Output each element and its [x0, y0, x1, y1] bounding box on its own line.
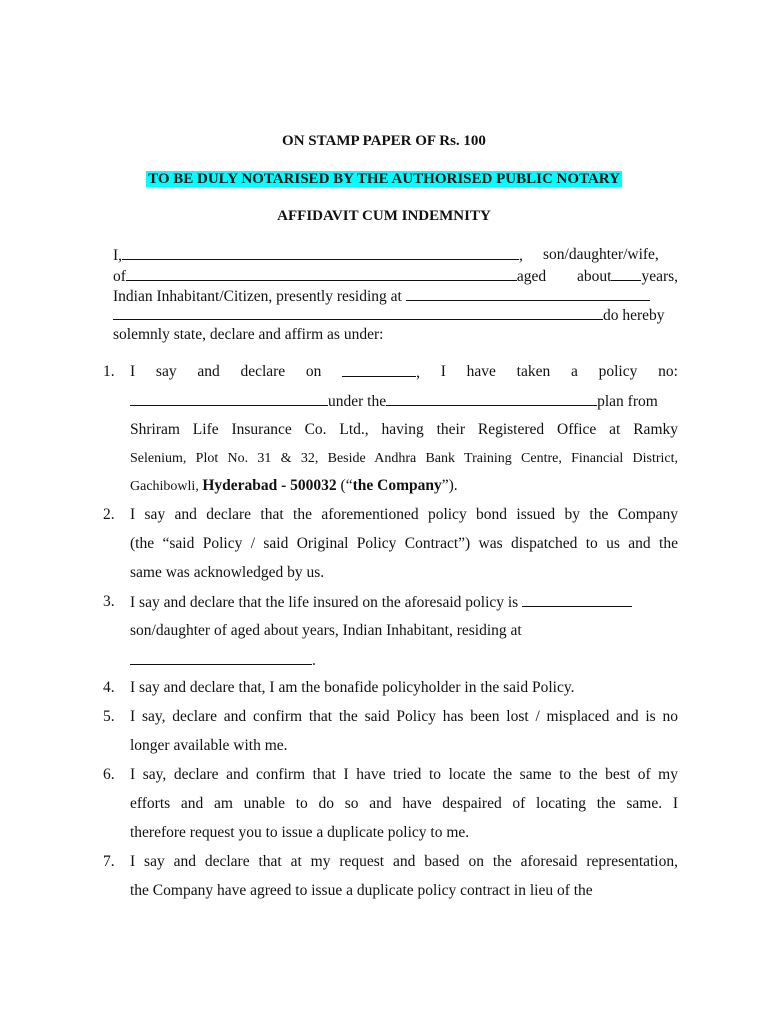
life-insured-blank [522, 592, 632, 607]
item-7-line-1: I say and declare that at my request and based on the aforesaid representation, [130, 853, 678, 870]
item-text: plan from [597, 393, 658, 410]
item-text: policy [598, 363, 638, 380]
item-text: and [197, 363, 220, 380]
item-1-line-3: Shriram Life Insurance Co. Ltd., having their Registered Office at Ramky [130, 421, 678, 438]
item-number: 4. [103, 679, 115, 696]
item-text: ”). [441, 477, 458, 494]
item-number: 5. [103, 708, 115, 725]
item-7-line-2: the Company have agreed to issue a duplicate policy contract in lieu of the [130, 882, 593, 899]
item-1-line-5 [130, 476, 458, 497]
intro-text: of [113, 268, 126, 285]
intro-line-1 [113, 245, 523, 266]
relation-name-blank [126, 266, 517, 281]
item-text: no: [658, 363, 678, 380]
notary-notice [0, 169, 768, 189]
intro-text: do hereby [603, 307, 665, 324]
item-2-line-2: (the “said Policy / said Original Policy Contract”) was dispatched to us and the [130, 535, 678, 552]
item-5-line-1: I say, declare and confirm that the said Policy has been lost / misplaced and is no [130, 708, 678, 725]
item-5-line-2: longer available with me. [130, 737, 288, 754]
item-text: a [570, 363, 578, 380]
item-2-line-3: same was acknowledged by us. [130, 564, 325, 581]
plan-blank [386, 391, 597, 406]
item-6-line-3: therefore request you to issue a duplicate policy to me. [130, 824, 470, 841]
intro-line-2b [577, 266, 678, 287]
item-4-line-1: I say and declare that, I am the bonafide policyholder in the said Policy. [130, 679, 575, 696]
item-1-line-1 [130, 362, 678, 383]
intro-text: , [519, 247, 523, 264]
item-number: 7. [103, 853, 115, 870]
intro-text: years, [641, 268, 679, 285]
intro-relation: son/daughter/wife, [543, 246, 659, 263]
item-3-line-1 [130, 592, 632, 613]
name-blank [122, 245, 519, 260]
item-number: 1. [103, 363, 115, 380]
company-address-bold: Hyderabad - 500032 [202, 477, 337, 494]
item-3-line-3 [130, 650, 316, 671]
item-text: taken [516, 363, 551, 380]
item-text: say [155, 363, 177, 380]
document-subtitle: AFFIDAVIT CUM INDEMNITY [277, 208, 491, 224]
item-text: declare [240, 363, 286, 380]
age-blank [611, 266, 641, 281]
item-text: (“ [336, 477, 353, 494]
item-text: I [130, 363, 136, 380]
intro-text: aged [516, 268, 547, 285]
company-label-bold: the Company [352, 477, 442, 494]
residence-blank [130, 650, 312, 665]
item-1-line-2 [130, 391, 658, 412]
item-1-line-4: Selenium, Plot No. 31 & 32, Beside Andhra Bank Training Centre, Financial District, [130, 451, 678, 466]
item-6-line-2: efforts and am unable to do so and have despaired of locating the same. I [130, 795, 678, 812]
notary-notice-highlight: TO BE DULY NOTARISED BY THE AUTHORISED PUBLIC NOTARY [148, 171, 620, 187]
item-number: 6. [103, 766, 115, 783]
document-title: ON STAMP PAPER OF Rs. 100 [282, 133, 486, 149]
intro-line-5: solemnly state, declare and affirm as under: [113, 326, 384, 343]
item-text: I [440, 363, 446, 380]
item-text: , [416, 364, 421, 381]
item-text: Gachibowli, [130, 479, 203, 494]
intro-text: Indian Inhabitant/Citizen, presently residing at [113, 288, 402, 305]
item-3-line-2: son/daughter of aged about years, Indian Inhabitant, residing at [130, 622, 522, 639]
item-number: 3. [103, 593, 115, 610]
item-text: have [466, 363, 496, 380]
item-number: 2. [103, 506, 115, 523]
address-blank [406, 286, 650, 301]
date-field [342, 362, 420, 383]
policy-number-blank [130, 391, 328, 406]
date-blank [342, 362, 416, 377]
item-6-line-1: I say, declare and confirm that I have tried to locate the same to the best of my [130, 766, 678, 783]
intro-text: I, [113, 247, 123, 264]
item-text: on [305, 363, 322, 380]
item-text: I say and declare that the life insured on the aforesaid policy is [130, 594, 519, 611]
item-text: under the [328, 393, 387, 410]
intro-text: about [577, 268, 612, 285]
item-text: . [312, 652, 316, 669]
intro-line-3 [113, 286, 650, 307]
intro-line-4 [113, 305, 665, 326]
item-2-line-1: I say and declare that the aforementioned policy bond issued by the Company [130, 506, 678, 523]
intro-line-2 [113, 266, 546, 287]
address-blank-2 [113, 305, 603, 320]
